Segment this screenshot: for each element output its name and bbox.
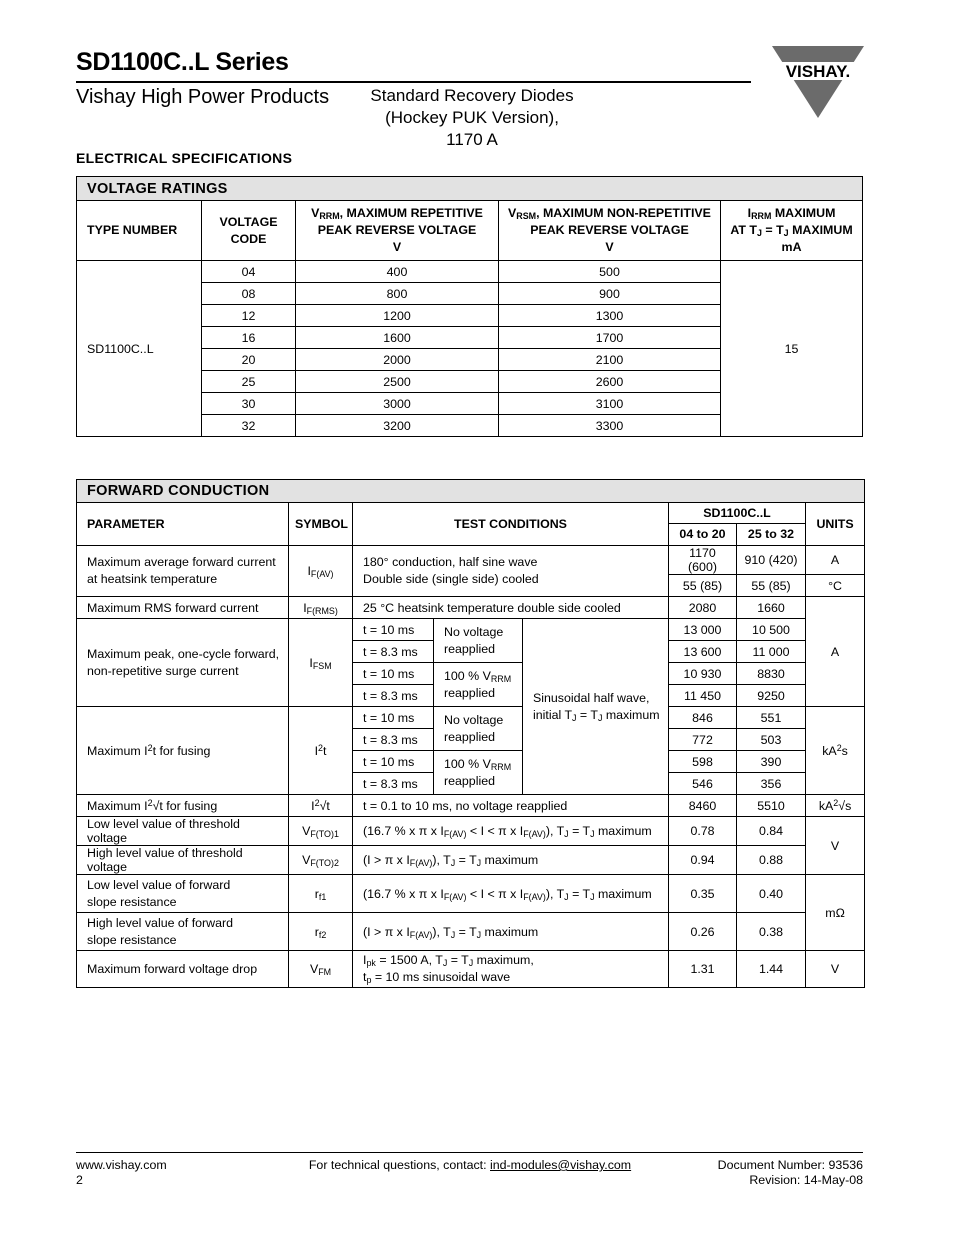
symbol-rf1: $r_{f1}$ — [289, 875, 353, 913]
value-cell: 390 — [737, 751, 806, 773]
voltage-code-cell: 08 — [202, 283, 296, 305]
value-cell: 0.26 — [669, 913, 737, 951]
header-units: UNITS — [806, 503, 865, 546]
voltage-code-cell: 25 — [202, 371, 296, 393]
vrsm-cell: 3300 — [499, 415, 721, 437]
param-rf2: High level value of forward slope resistance — [77, 913, 289, 951]
header-col-04-to-20: 04 to 20 — [669, 524, 737, 546]
vrrm-cell: 400 — [296, 261, 499, 283]
voltage-ratings-table — [76, 176, 863, 437]
value-cell: 8460 — [669, 795, 737, 817]
footer-email-link[interactable]: ind-modules@vishay.com — [490, 1158, 632, 1172]
unit-cell: °C — [806, 575, 865, 597]
time-cell: t = 8.3 ms — [353, 773, 434, 795]
value-cell: 1.44 — [737, 951, 806, 988]
unit-cell: $kA^2s$ — [806, 707, 865, 795]
vrsm-cell: 900 — [499, 283, 721, 305]
vrsm-cell: 3100 — [499, 393, 721, 415]
footer-right — [718, 1158, 863, 1188]
header-parameter: PARAMETER — [77, 503, 289, 546]
unit-cell: mΩ — [806, 875, 865, 951]
product-line-2: (Hockey PUK Version), — [385, 108, 559, 127]
vrsm-cell: 1700 — [499, 327, 721, 349]
value-cell: 356 — [737, 773, 806, 795]
value-cell: 9250 — [737, 685, 806, 707]
value-cell: 0.35 — [669, 875, 737, 913]
param-i2t: Maximum $I^2t$ for fusing — [77, 707, 289, 795]
table-row — [77, 817, 865, 846]
table-row — [77, 913, 865, 951]
header-test-conditions: TEST CONDITIONS — [353, 503, 669, 546]
param-ifav: Maximum average forward current at heatsink temperature — [77, 546, 289, 597]
voltage-code-cell: 32 — [202, 415, 296, 437]
value-cell: 772 — [669, 729, 737, 751]
table-row — [77, 875, 865, 913]
unit-cell: V — [806, 817, 865, 875]
footer-rule — [76, 1152, 863, 1153]
value-cell: 11 450 — [669, 685, 737, 707]
header-voltage-code: VOLTAGE CODE — [202, 201, 296, 261]
vrrm-cell: 2000 — [296, 349, 499, 371]
symbol-ifav: $I_{F(AV)}$ — [289, 546, 353, 597]
unit-cell: $kA^2√s$ — [806, 795, 865, 817]
value-cell: 1660 — [737, 597, 806, 619]
value-cell: 10 930 — [669, 663, 737, 685]
time-cell: t = 10 ms — [353, 619, 434, 641]
vrrm-cell: 2500 — [296, 371, 499, 393]
voltage-code-cell: 04 — [202, 261, 296, 283]
product-description — [352, 85, 592, 151]
value-cell: 0.78 — [669, 817, 737, 846]
conditions-vto1: (16.7 % x π x $I_{F(AV)} < I < \pi$ x $I_{F(AV)}$), $T_J = T_J$ maximum — [353, 817, 669, 846]
table-row — [77, 619, 865, 641]
vrrm-cell: 800 — [296, 283, 499, 305]
value-cell: 13 000 — [669, 619, 737, 641]
forward-conduction-table — [76, 479, 865, 988]
header-col-25-to-32: 25 to 32 — [737, 524, 806, 546]
value-cell: 11 000 — [737, 641, 806, 663]
footer-page-number: 2 — [76, 1173, 83, 1187]
time-cell: t = 8.3 ms — [353, 641, 434, 663]
symbol-i2t: $I^2t$ — [289, 707, 353, 795]
no-voltage-cell: No voltage reapplied — [434, 707, 523, 751]
value-cell: 5510 — [737, 795, 806, 817]
rated-voltage-cell: 100 % $V_{RRM}$ reapplied — [434, 751, 523, 795]
time-cell: t = 8.3 ms — [353, 729, 434, 751]
voltage-code-cell: 12 — [202, 305, 296, 327]
value-cell: 1170 (600) — [669, 546, 737, 575]
voltage-code-cell: 16 — [202, 327, 296, 349]
vrrm-cell: 1200 — [296, 305, 499, 327]
table-row — [77, 597, 865, 619]
logo-text: VISHAY. — [785, 62, 851, 81]
symbol-vfm: $V_{FM}$ — [289, 951, 353, 988]
conditions-ifrms: 25 °C heatsink temperature double side cooled — [353, 597, 669, 619]
header-irrm: $I_{RRM}$ MAXIMUM AT $T_J = T_J$ MAXIMUM mA — [721, 201, 863, 261]
sinusoidal-conditions: Sinusoidal half wave, initial $T_J = T_J$ maximum — [523, 619, 669, 795]
symbol-vto1: $V_{F(TO)1}$ — [289, 817, 353, 846]
header-part-number: SD1100C..L — [669, 503, 806, 524]
value-cell: 503 — [737, 729, 806, 751]
value-cell: 8830 — [737, 663, 806, 685]
voltage-code-cell: 30 — [202, 393, 296, 415]
value-cell: 2080 — [669, 597, 737, 619]
type-number-cell: SD1100C..L — [77, 261, 202, 437]
irrm-cell: 15 — [721, 261, 863, 437]
value-cell: 55 (85) — [737, 575, 806, 597]
value-cell: 910 (420) — [737, 546, 806, 575]
value-cell: 0.88 — [737, 846, 806, 875]
table-row — [77, 261, 863, 283]
table-row — [77, 795, 865, 817]
param-ifrms: Maximum RMS forward current — [77, 597, 289, 619]
symbol-rf2: $r_{f2}$ — [289, 913, 353, 951]
vrrm-cell: 1600 — [296, 327, 499, 349]
footer-website-link[interactable]: www.vishay.com — [76, 1158, 167, 1172]
product-line-1: Standard Recovery Diodes — [370, 86, 574, 105]
conditions-rf1: (16.7 % x π x $I_{F(AV)} < I < \pi$ x $I_{F(AV)}$), $T_J = T_J$ maximum — [353, 875, 669, 913]
symbol-ifrms: $I_{F(RMS)}$ — [289, 597, 353, 619]
header-symbol: SYMBOL — [289, 503, 353, 546]
footer-contact-label: For technical questions, contact: — [308, 1158, 490, 1172]
value-cell: 546 — [669, 773, 737, 795]
vrsm-cell: 2100 — [499, 349, 721, 371]
param-i2rt: Maximum $I^2√t$ for fusing — [77, 795, 289, 817]
vrsm-cell: 500 — [499, 261, 721, 283]
conditions-i2rt: t = 0.1 to 10 ms, no voltage reapplied — [353, 795, 669, 817]
vrrm-cell: 3200 — [296, 415, 499, 437]
param-vto2: High level value of threshold voltage — [77, 846, 289, 875]
voltage-code-cell: 20 — [202, 349, 296, 371]
value-cell: 13 600 — [669, 641, 737, 663]
time-cell: t = 8.3 ms — [353, 685, 434, 707]
symbol-i2rt: $I^2√t$ — [289, 795, 353, 817]
vrsm-cell: 2600 — [499, 371, 721, 393]
time-cell: t = 10 ms — [353, 663, 434, 685]
value-cell: 0.38 — [737, 913, 806, 951]
footer-document-number: Document Number: 93536 — [717, 1158, 863, 1172]
conditions-vto2: (I > π x $I_{F(AV)}$), $T_J = T_J$ maximum — [353, 846, 669, 875]
symbol-vto2: $V_{F(TO)2}$ — [289, 846, 353, 875]
value-cell: 846 — [669, 707, 737, 729]
param-vfm: Maximum forward voltage drop — [77, 951, 289, 988]
symbol-ifsm: $I_{FSM}$ — [289, 619, 353, 707]
footer-left — [76, 1158, 167, 1188]
vishay-logo — [770, 44, 866, 120]
brand-line: Vishay High Power Products — [76, 86, 330, 108]
no-voltage-cell: No voltage reapplied — [434, 619, 523, 663]
time-cell: t = 10 ms — [353, 707, 434, 729]
table-row — [77, 707, 865, 729]
voltage-ratings-title: VOLTAGE RATINGS — [77, 177, 863, 201]
table-row — [77, 951, 865, 988]
vrsm-cell: 1300 — [499, 305, 721, 327]
time-cell: t = 10 ms — [353, 751, 434, 773]
conditions-ifav: 180° conduction, half sine wave Double side (single side) cooled — [353, 546, 669, 597]
param-ifsm: Maximum peak, one-cycle forward, non-repetitive surge current — [77, 619, 289, 707]
value-cell: 10 500 — [737, 619, 806, 641]
value-cell: 598 — [669, 751, 737, 773]
value-cell: 0.84 — [737, 817, 806, 846]
table-row — [77, 546, 865, 575]
header-type-number: TYPE NUMBER — [77, 201, 202, 261]
vrrm-cell: 3000 — [296, 393, 499, 415]
footer-revision: Revision: 14-May-08 — [749, 1173, 863, 1187]
unit-cell: V — [806, 951, 865, 988]
param-rf1: Low level value of forward slope resistance — [77, 875, 289, 913]
conditions-rf2: (I > π x $I_{F(AV)}$), $T_J = T_J$ maximum — [353, 913, 669, 951]
product-line-3: 1170 A — [446, 130, 498, 149]
rated-voltage-cell: 100 % $V_{RRM}$ reapplied — [434, 663, 523, 707]
unit-cell: A — [806, 546, 865, 575]
footer-contact — [300, 1158, 640, 1173]
forward-conduction-title: FORWARD CONDUCTION — [77, 480, 865, 503]
conditions-vfm: $I_{pk} = 1500$ A, $T_J = T_J$ maximum, $t_p = 10$ ms sinusoidal wave — [353, 951, 669, 988]
header-rule — [76, 81, 751, 83]
value-cell: 551 — [737, 707, 806, 729]
value-cell: 0.94 — [669, 846, 737, 875]
param-vto1: Low level value of threshold voltage — [77, 817, 289, 846]
value-cell: 1.31 — [669, 951, 737, 988]
table-row — [77, 846, 865, 875]
value-cell: 0.40 — [737, 875, 806, 913]
header-vrsm: $V_{RSM}$, MAXIMUM NON-REPETITIVE PEAK REVERSE VOLTAGE V — [499, 201, 721, 261]
value-cell: 55 (85) — [669, 575, 737, 597]
document-title: SD1100C..L Series — [76, 48, 289, 76]
section-heading: ELECTRICAL SPECIFICATIONS — [76, 150, 293, 166]
header-vrrm: $V_{RRM}$, MAXIMUM REPETITIVE PEAK REVERSE VOLTAGE V — [296, 201, 499, 261]
unit-cell: A — [806, 597, 865, 707]
